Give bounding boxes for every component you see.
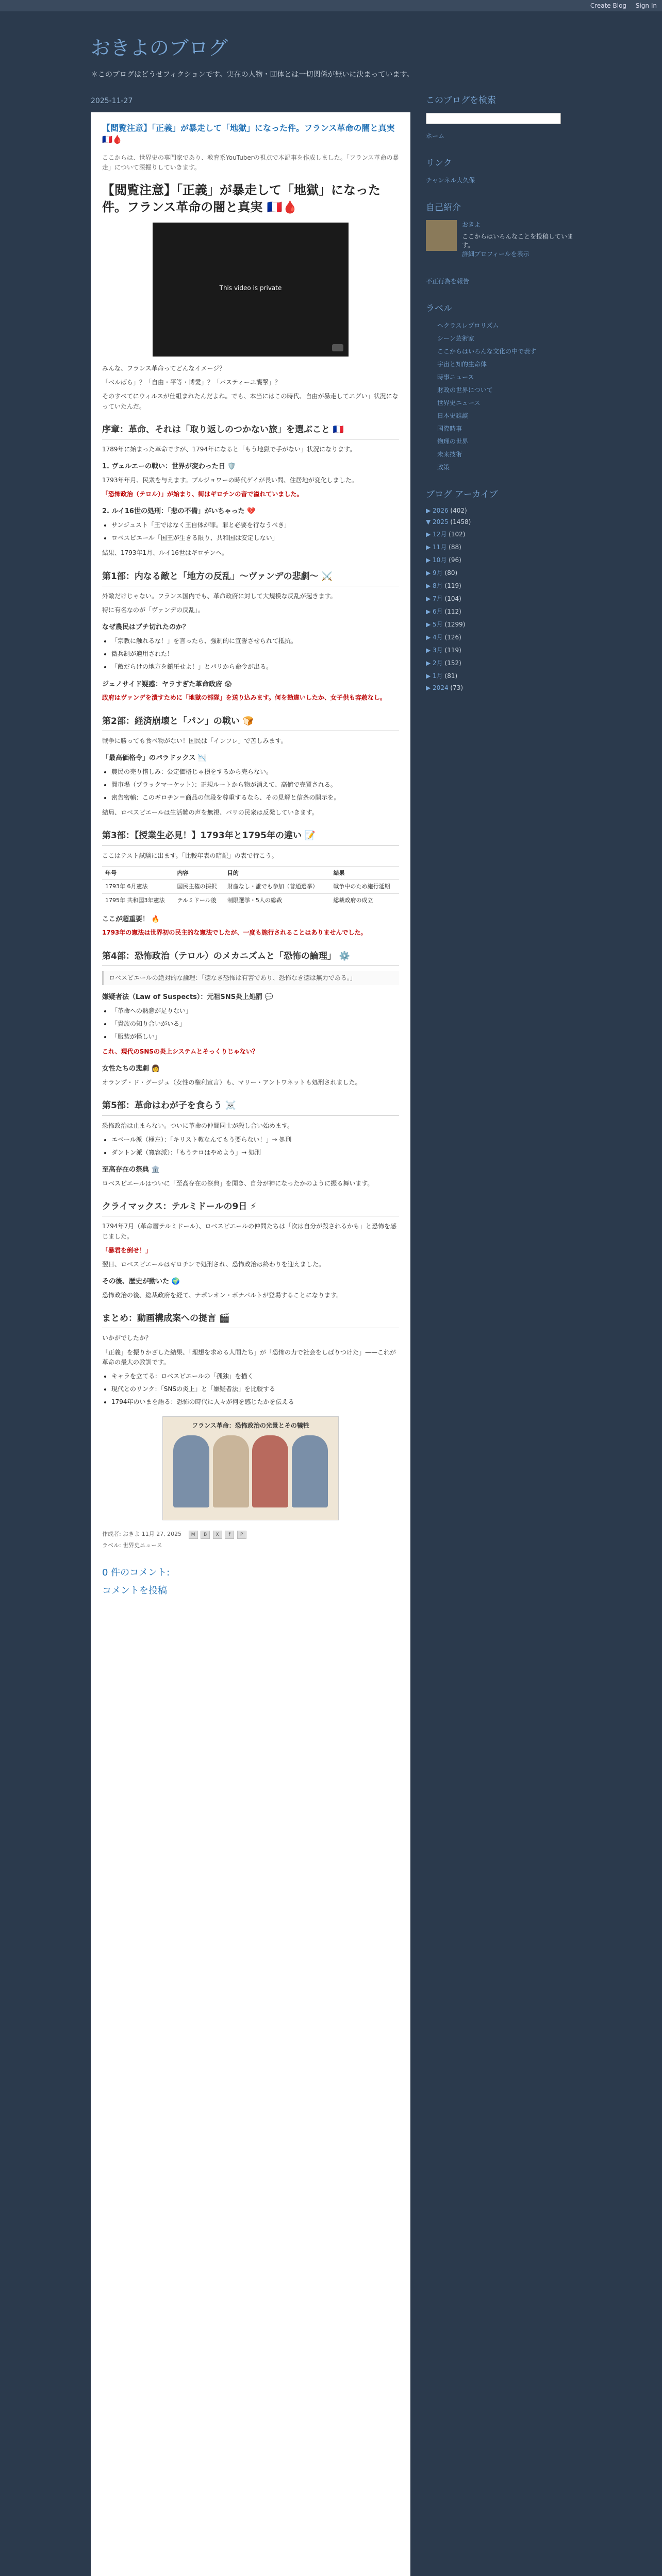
label-link[interactable]: 世界史ニュース bbox=[437, 399, 481, 406]
channel-link[interactable]: チャンネル大久保 bbox=[426, 177, 475, 184]
post-footer bbox=[102, 1530, 399, 1539]
table-header: 年号 bbox=[102, 866, 174, 880]
paragraph: いかがでしたか？ bbox=[102, 1334, 152, 1342]
list-item: • 闇市場（ブラックマーケット）：正規ルートから物が消えて、高値で売買される。 bbox=[111, 780, 399, 790]
emphasis-paragraph: 「暴君を倒せ！」 bbox=[102, 1246, 152, 1254]
table-cell: 総裁政府の成立 bbox=[330, 893, 399, 907]
list-item: • 「服装が怪しい」 bbox=[111, 1032, 399, 1042]
paragraph: 外敵だけじゃない。フランス国内でも、革命政府に対して大規模な反乱が起きます。 bbox=[102, 592, 337, 600]
subsection-heading: ジェノサイド疑惑：ヤラすぎた革命政府 😱 bbox=[102, 680, 232, 688]
email-share-icon[interactable]: M bbox=[189, 1531, 198, 1539]
quote-block: ロベスピエールの絶対的な論理：「徳なき恐怖は有害であり、恐怖なき徳は無力である。」 bbox=[102, 971, 399, 985]
list-item: • エベール派（極左）：「キリスト教なんてもう要らない！」→ 処刑 bbox=[111, 1135, 399, 1145]
list-item: • 農民の売り惜しみ：公定価格じゃ損をするから売らない。 bbox=[111, 767, 399, 777]
paragraph: ロベスピエールはついに「至高存在の祭典」を開き、自分が神になったかのように振る舞います。 bbox=[102, 1180, 374, 1188]
archive-widget bbox=[426, 487, 581, 691]
archive-item[interactable]: ▼ 2025 (1458) bbox=[426, 518, 471, 526]
paragraph: 恐怖政治の後、総裁政府を経て、ナポレオン・ボナパルトが登場することになります。 bbox=[102, 1291, 343, 1299]
emphasis-paragraph: 「恐怖政治（テロル）」が始まり、街はギロチンの音で溢れていました。 bbox=[102, 490, 303, 498]
table-header: 結果 bbox=[330, 866, 399, 880]
archive-item[interactable]: ▶ 11月 (88) bbox=[426, 544, 461, 551]
links-widget bbox=[426, 156, 581, 184]
post-author: 作成者: おきよ bbox=[102, 1531, 140, 1538]
paragraph: ここはテスト試験に出ます。「比較年表の暗記」の表で行こう。 bbox=[102, 852, 278, 859]
home-link[interactable]: ホーム bbox=[426, 132, 445, 140]
label-link[interactable]: 財政の世界について bbox=[437, 386, 493, 394]
label-link[interactable]: 日本史雑談 bbox=[437, 412, 469, 419]
list-item: • 「革命への熱意が足りない」 bbox=[111, 1006, 399, 1016]
list-item: • キャラを立てる：ロベスピエールの「孤独」を描く bbox=[111, 1371, 399, 1381]
blog-header bbox=[0, 11, 662, 83]
archive-item[interactable]: ▶ 10月 (96) bbox=[426, 556, 461, 564]
paragraph: 特に有名なのが「ヴァンデの反乱」。 bbox=[102, 606, 204, 614]
bullet-list bbox=[111, 767, 399, 803]
figure-silhouette bbox=[173, 1435, 209, 1507]
share-buttons bbox=[189, 1530, 247, 1539]
list-item: • サンジュスト「王ではなく王自体が罪。罪と必要を行なうべき」 bbox=[111, 520, 399, 530]
bullet-list bbox=[111, 1371, 399, 1408]
profile-widget bbox=[426, 200, 581, 261]
list-item: • 現代とのリンク：「SNSの炎上」と「嫌疑者法」を比較する bbox=[111, 1384, 399, 1394]
subsection-heading: 「最高価格令」のパラドックス 📉 bbox=[102, 754, 207, 762]
post-lead: ここからは、世界史の専門家であり、教育系YouTuberの視点で本記事を作成しました。「フランス革命の暴走」について深掘りしていきます。 bbox=[102, 154, 399, 171]
intro-paragraph: みんな、フランス革命ってどんなイメージ？ bbox=[102, 364, 226, 372]
label-link[interactable]: 物理の世界 bbox=[437, 438, 469, 445]
subsection-heading: その後、歴史が動いた 🌍 bbox=[102, 1278, 180, 1286]
label-link[interactable]: ヘクラスレプロリズム bbox=[437, 322, 499, 329]
paragraph: 翌日、ロベスピエールはギロチンで処刑され、恐怖政治は終わりを迎えました。 bbox=[102, 1260, 325, 1268]
table-row bbox=[102, 893, 399, 907]
illustration-image[interactable] bbox=[162, 1416, 339, 1520]
table-cell: 1793年 6月憲法 bbox=[102, 880, 174, 894]
archive-item[interactable]: ▶ 3月 (119) bbox=[426, 647, 461, 654]
intro-paragraph: そのすべてにウィルスが仕組まれたんだよね。でも、本当にはこの時代、自由が暴走してエグい」状況になっていたんだ。 bbox=[102, 393, 399, 410]
paragraph: 1789年に始まった革命ですが、1794年になると「もう地獄で手がない」状況になります。 bbox=[102, 445, 356, 453]
section-heading: クライマックス：テルミドールの9日 ⚡ bbox=[102, 1200, 399, 1216]
archive-item[interactable]: ▶ 9月 (80) bbox=[426, 569, 458, 577]
profile-text: ここからはいろんなことを投稿しています。 bbox=[462, 233, 574, 249]
section-heading: 序章：革命、それは「取り返しのつかない旅」を選ぶこと 🇫🇷 bbox=[102, 423, 399, 439]
comparison-table bbox=[102, 866, 399, 907]
create-blog-link[interactable]: Create Blog bbox=[590, 2, 627, 9]
archive-item[interactable]: ▶ 4月 (126) bbox=[426, 634, 461, 641]
blogger-navbar bbox=[0, 0, 662, 11]
sign-in-link[interactable]: Sign In bbox=[635, 2, 657, 9]
subsection-heading: なぜ農民はブチ切れたのか？ bbox=[102, 623, 190, 632]
section-heading: まとめ：動画構成案への提言 🎬 bbox=[102, 1312, 399, 1328]
facebook-share-icon[interactable]: f bbox=[225, 1531, 234, 1539]
label-link[interactable]: 時事ニュース bbox=[437, 374, 474, 381]
illustration-figures bbox=[173, 1435, 328, 1510]
paragraph: 結果、1793年1月、ルイ16世はギロチンへ。 bbox=[102, 549, 228, 557]
bullet-list bbox=[111, 520, 399, 543]
list-item: • 1794年のいまを語る：恐怖の時代に人々が何を感じたかを伝える bbox=[111, 1397, 399, 1407]
section-heading: 第5部：革命はわが子を食らう ☠️ bbox=[102, 1099, 399, 1115]
post-date: 2025-11-27 bbox=[91, 97, 133, 105]
section-heading: 第3部：【授業生必見！】1793年と1795年の違い 📝 bbox=[102, 829, 399, 845]
navbar-links bbox=[583, 2, 657, 9]
bullet-list bbox=[111, 1135, 399, 1158]
report-abuse-link[interactable]: 不正行為を報告 bbox=[426, 278, 470, 285]
post-card bbox=[91, 112, 410, 2576]
subsection-heading: 2. ルイ16世の処刑：「悲の不備」がいちゃった 💔 bbox=[102, 507, 256, 516]
table-cell: 財産なし・誰でも参加（普通選挙） bbox=[224, 880, 330, 894]
table-header: 目的 bbox=[224, 866, 330, 880]
illustration-title: フランス革命：恐怖政治の光景とその犠牲 bbox=[192, 1422, 309, 1430]
blog-title[interactable]: おきよのブログ bbox=[91, 37, 228, 59]
subsection-heading: 女性たちの悲劇 👩 bbox=[102, 1065, 160, 1073]
search-widget bbox=[426, 93, 581, 140]
label-link[interactable]: ここからはいろんな文化の中で表す bbox=[437, 348, 537, 355]
figure-silhouette bbox=[213, 1435, 249, 1507]
intro-paragraph: 「ベルばら」？「自由・平等・博愛」？「バスティーユ襲撃」？ bbox=[102, 379, 281, 386]
emphasis-paragraph: これ、現代のSNSの炎上システムとそっくりじゃない？ bbox=[102, 1048, 258, 1056]
labels-widget bbox=[426, 301, 581, 471]
list-item: • 密告密輸：このギロチン＝商品の値段を尊重するなら、その見解と信条の開示を。 bbox=[111, 793, 399, 803]
table-cell: テルミドール後 bbox=[174, 893, 224, 907]
archive-item[interactable]: ▶ 2026 (402) bbox=[426, 507, 467, 514]
section-heading: 第1部：内なる敵と「地方の反乱」〜ヴァンデの悲劇〜 ⚔️ bbox=[102, 570, 399, 586]
comments-heading: 0 件のコメント: bbox=[102, 1567, 170, 1579]
pinterest-share-icon[interactable]: P bbox=[237, 1531, 246, 1539]
widget-title: 自己紹介 bbox=[426, 202, 461, 213]
paragraph: 戦争に勝っても食べ物がない！国民は「インフレ」で苦しみます。 bbox=[102, 737, 287, 744]
paragraph: 「正義」を振りかざした結果、「理想を求める人間たち」が「恐怖の力で社会をしばりつけた」——これが革命の最大の教訓です。 bbox=[102, 1348, 396, 1366]
widget-title: ブログ アーカイブ bbox=[426, 489, 498, 500]
paragraph: 結局、ロベスピエールは生活難の声を無視、パリの民衆は反発していきます。 bbox=[102, 809, 318, 817]
table-cell: 国民主権の採択 bbox=[174, 880, 224, 894]
paragraph: 恐怖政治は止まらない。ついに革命の仲間同士が殺し合い始めます。 bbox=[102, 1122, 294, 1129]
list-item: • ロベスピエール「国王が生きる限り、共和国は安定しない」 bbox=[111, 533, 399, 543]
blog-share-icon[interactable]: B bbox=[201, 1531, 210, 1539]
label-link[interactable]: シーン芸術家 bbox=[437, 335, 474, 342]
article-heading: 【閲覧注意】「正義」が暴走して「地獄」になった件。フランス革命の闇と真実 🇫🇷🩸 bbox=[102, 183, 380, 214]
archive-item[interactable]: ▶ 12月 (102) bbox=[426, 531, 466, 538]
sidebar bbox=[426, 93, 581, 707]
emphasis-paragraph: 政府はヴァンデを潰すために「地獄の部隊」を送り込みます。何を勘違いしたか、女子供も容赦なし。 bbox=[102, 694, 386, 702]
post-title[interactable]: 【閲覧注意】「正義」が暴走して「地獄」になった件。フランス革命の闇と真実 🇫🇷🩸 bbox=[102, 123, 395, 145]
label-link[interactable]: 未来技術 bbox=[437, 451, 462, 458]
embedded-video[interactable] bbox=[153, 223, 349, 357]
list-item: • 「宗教に触れるな！」を言ったら、強制的に宣誓させられて抵抗。 bbox=[111, 636, 399, 646]
table-row bbox=[102, 880, 399, 894]
profile-name[interactable]: おきよ bbox=[462, 221, 481, 228]
section-heading: 第2部：経済崩壊と「パン」の戦い 🍞 bbox=[102, 715, 399, 731]
paragraph: オランプ・ド・グージュ（女性の権利宣言）も、マリー・アントワネットも処刑されました。 bbox=[102, 1079, 361, 1087]
archive-item[interactable]: ▶ 6月 (112) bbox=[426, 608, 461, 615]
label-link[interactable]: 宇宙と知的生命体 bbox=[437, 361, 487, 368]
subsection-heading: 至高存在の祭典 🏛️ bbox=[102, 1166, 160, 1174]
bullet-list bbox=[111, 636, 399, 672]
archive-item[interactable]: ▶ 5月 (1299) bbox=[426, 621, 466, 628]
list-item: • 微兵制が適用された！ bbox=[111, 649, 399, 659]
label-link[interactable]: 政策 bbox=[437, 464, 450, 471]
widget-title: ラベル bbox=[426, 303, 452, 314]
view-profile-link[interactable]: 詳細プロフィールを表示 bbox=[462, 250, 529, 258]
post-labels[interactable]: ラベル: 世界史ニュース bbox=[102, 1542, 162, 1549]
archive-item[interactable]: ▶ 2月 (152) bbox=[426, 659, 461, 667]
archive-item[interactable]: ▶ 8月 (119) bbox=[426, 582, 461, 589]
table-cell: 1795年 共和国3年憲法 bbox=[102, 893, 174, 907]
list-item: • ダントン派（寛容派）：「もうテロはやめよう」→ 処刑 bbox=[111, 1148, 399, 1158]
label-link[interactable]: 国際時事 bbox=[437, 425, 462, 432]
figure-silhouette bbox=[292, 1435, 328, 1507]
table-header: 内容 bbox=[174, 866, 224, 880]
widget-title: リンク bbox=[426, 158, 452, 168]
table-cell: 戦争中のため施行延期 bbox=[330, 880, 399, 894]
list-item: • 「貴族の知り合いがいる」 bbox=[111, 1019, 399, 1029]
post-comment-link[interactable]: コメントを投稿 bbox=[102, 1585, 167, 1596]
youtube-icon[interactable] bbox=[332, 344, 343, 351]
table-cell: 制限選挙・5人の総裁 bbox=[224, 893, 330, 907]
widget-title: このブログを検索 bbox=[426, 95, 496, 106]
search-input[interactable] bbox=[426, 113, 561, 124]
archive-item[interactable]: ▶ 2024 (73) bbox=[426, 684, 464, 691]
archive-item[interactable]: ▶ 7月 (104) bbox=[426, 595, 461, 602]
report-widget bbox=[426, 277, 581, 285]
post-timestamp[interactable]: 11月 27, 2025 bbox=[141, 1531, 182, 1538]
paragraph: 1793年年月、民衆を与えます。ブルジョワーの時代ゲイが長い間、住居地が変化しました。 bbox=[102, 476, 358, 484]
subsection-heading: 1. ヴェルエーの戦い：世界が変わった日 🛡️ bbox=[102, 463, 236, 471]
subsection-heading: ここが超重要！ 🔥 bbox=[102, 915, 160, 923]
bullet-list bbox=[111, 1006, 399, 1042]
figure-silhouette bbox=[252, 1435, 288, 1507]
archive-item[interactable]: ▶ 1月 (81) bbox=[426, 672, 458, 680]
video-private-message: This video is private bbox=[219, 284, 282, 292]
section-heading: 第4部：恐怖政治（テロル）のメカニズムと「恐怖の論理」 ⚙️ bbox=[102, 950, 399, 966]
blog-description: ＊このブログはどうせフィクションです。実在の人物・団体とは一切関係が無いに決まっています。 bbox=[91, 71, 414, 79]
table-header-row bbox=[102, 866, 399, 880]
list-item: • 「敵だらけの地方を鎮圧せよ！」とパリから命令が出る。 bbox=[111, 662, 399, 672]
paragraph: 1794年7月（革命暦テルミドール）、ロベスピエールの仲間たちは「次は自分が殺されるかも」と恐怖を感じました。 bbox=[102, 1223, 397, 1240]
emphasis-paragraph: 1793年の憲法は世界初の民主的な憲法でしたが、一度も施行されることはありませんでした。 bbox=[102, 929, 367, 937]
x-share-icon[interactable]: X bbox=[213, 1531, 222, 1539]
avatar[interactable] bbox=[426, 220, 457, 251]
subsection-heading: 嫌疑者法（Law of Suspects）：元祖SNS炎上処罰 💬 bbox=[102, 993, 273, 1001]
